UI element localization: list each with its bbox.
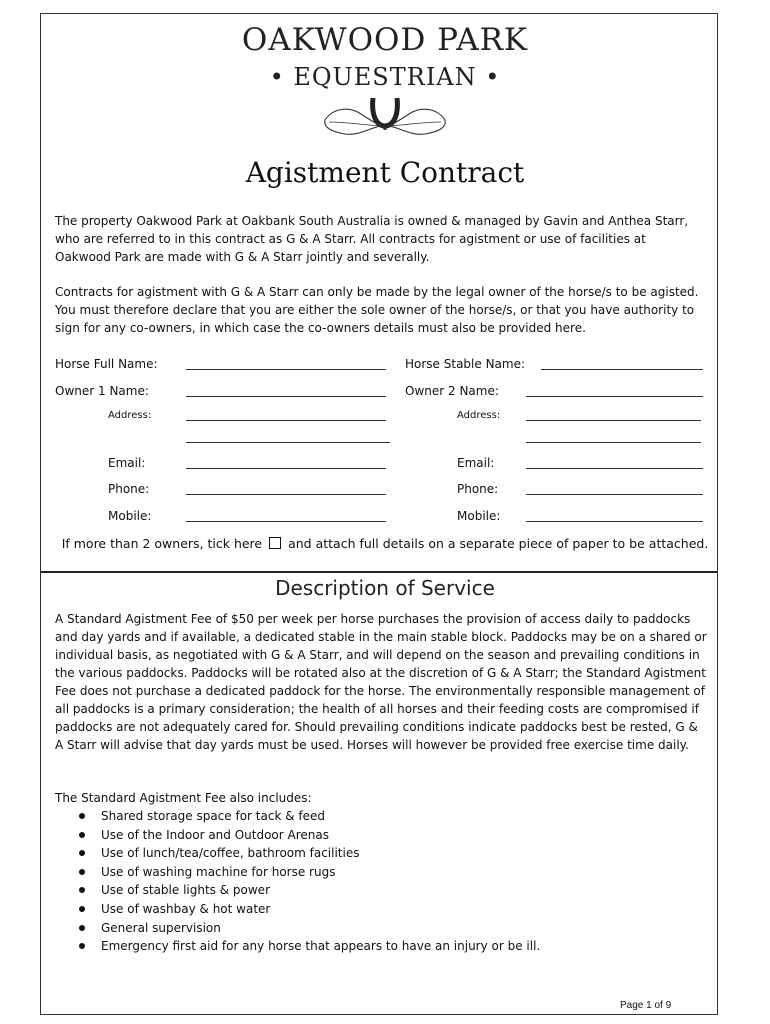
intro-text-2: Contracts for agistment with G & A Starr can only be made by the legal owner of the horse/s to be agisted. You must therefore declare that you are either the sole owner of the horse/s, or that you have authority to sign for any co-owners, in which case the co-owners details must also be provided here. — [55, 285, 699, 335]
horseshoe-leaves-emblem — [315, 92, 455, 142]
page-title: Agistment Contract — [245, 156, 525, 189]
service-body: A Standard Agistment Fee of $50 per week per horse purchases the provision of access daily to paddocks and day yards and if available, a dedicated stable in the main stable block. Paddocks may be on a shared or individual basis, as negotiated with G & A Starr, and will depend on the season and prevailing conditions in the various paddocks. Paddocks will be rotated also at the discretion of G & A Starr; the Standard Agistment Fee does not purchase a dedicated paddock for the horse. The environmentally responsible management of all paddocks is a primary consideration; the health of all horses and their feeding costs are compromised if paddocks are not adequately cared for. Should prevailing conditions indicate paddocks best be rested, G & A Starr will advise that day yards must be used. Horses will however be provided free exercise time daily. — [55, 612, 707, 752]
owner1-name-field[interactable] — [186, 396, 386, 397]
list-item — [78, 863, 698, 882]
includes-intro-text: The Standard Agistment Fee also includes: — [55, 791, 312, 805]
bullet-icon — [79, 925, 85, 931]
owner1-address-field-1[interactable] — [186, 420, 386, 421]
owner2-name-label: Owner 2 Name: — [405, 384, 499, 398]
service-description — [55, 610, 709, 754]
list-item-text: Use of washing machine for horse rugs — [101, 864, 336, 879]
list-item — [78, 900, 698, 919]
bullet-icon — [79, 813, 85, 819]
list-item — [78, 881, 698, 900]
owner1-mobile-field[interactable] — [186, 521, 386, 522]
owner2-email-label: Email: — [457, 456, 495, 470]
owner1-email-field[interactable] — [186, 468, 386, 469]
extra-owners-checkbox[interactable] — [269, 537, 281, 549]
list-item-text: General supervision — [101, 920, 221, 935]
bullet-icon — [79, 832, 85, 838]
note-text-before: If more than 2 owners, tick here — [61, 536, 263, 551]
owner1-phone-field[interactable] — [186, 494, 386, 495]
owner1-email-label: Email: — [108, 456, 146, 470]
horse-stable-name-label: Horse Stable Name: — [405, 357, 526, 371]
owner1-name-label: Owner 1 Name: — [55, 384, 149, 398]
owner2-address-field-2[interactable] — [526, 442, 701, 443]
owner1-mobile-label: Mobile: — [108, 509, 152, 523]
bullet-icon — [79, 850, 85, 856]
owner2-mobile-label: Mobile: — [457, 509, 501, 523]
intro-text-1: The property Oakwood Park at Oakbank South Australia is owned & managed by Gavin and Anthea Starr, who are referred to in this contract as G & A Starr. All contracts for agistment or use of facilities at Oakwood Park are made with G & A Starr jointly and severally. — [55, 214, 689, 264]
owner2-phone-field[interactable] — [526, 494, 703, 495]
page-number: Page 1 of 9 — [620, 1000, 672, 1011]
list-item — [78, 826, 698, 845]
note-text-after: and attach full details on a separate piece of paper to be attached. — [288, 536, 709, 551]
owner2-mobile-field[interactable] — [526, 521, 703, 522]
list-item-text: Use of the Indoor and Outdoor Arenas — [101, 827, 329, 842]
horse-full-name-field[interactable] — [186, 369, 386, 370]
extra-owners-note — [55, 536, 715, 551]
owner1-address-field-2[interactable] — [186, 442, 390, 443]
owner2-address-field-1[interactable] — [526, 420, 701, 421]
list-item-text: Use of stable lights & power — [101, 883, 270, 898]
bullet-icon — [79, 887, 85, 893]
horse-stable-name-field[interactable] — [541, 369, 703, 370]
owner2-email-field[interactable] — [526, 468, 703, 469]
includes-intro — [55, 789, 705, 807]
includes-list — [78, 807, 698, 956]
list-item — [78, 844, 698, 863]
service-heading: Description of Service — [275, 576, 495, 600]
list-item — [78, 919, 698, 938]
list-item-text: Use of lunch/tea/coffee, bathroom facilities — [101, 846, 360, 861]
bullet-icon — [79, 943, 85, 949]
logo-name: OAKWOOD PARK — [241, 22, 529, 58]
intro-paragraph-1 — [55, 212, 705, 266]
horse-full-name-label: Horse Full Name: — [55, 357, 158, 371]
owner2-name-field[interactable] — [526, 396, 703, 397]
list-item — [78, 937, 698, 956]
bullet-icon — [79, 869, 85, 875]
logo-subtitle: • EQUESTRIAN • — [269, 63, 501, 91]
list-item-text: Use of washbay & hot water — [101, 901, 271, 916]
section-divider — [41, 571, 717, 573]
bullet-icon — [79, 906, 85, 912]
intro-paragraph-2 — [55, 283, 705, 337]
owner1-address-label: Address: — [108, 410, 152, 421]
owner2-phone-label: Phone: — [457, 482, 499, 496]
list-item — [78, 807, 698, 826]
owner2-address-label: Address: — [457, 410, 501, 421]
list-item-text: Shared storage space for tack & feed — [101, 809, 325, 823]
list-item-text: Emergency first aid for any horse that appears to have an injury or be ill. — [101, 939, 541, 954]
owner1-phone-label: Phone: — [108, 482, 150, 496]
